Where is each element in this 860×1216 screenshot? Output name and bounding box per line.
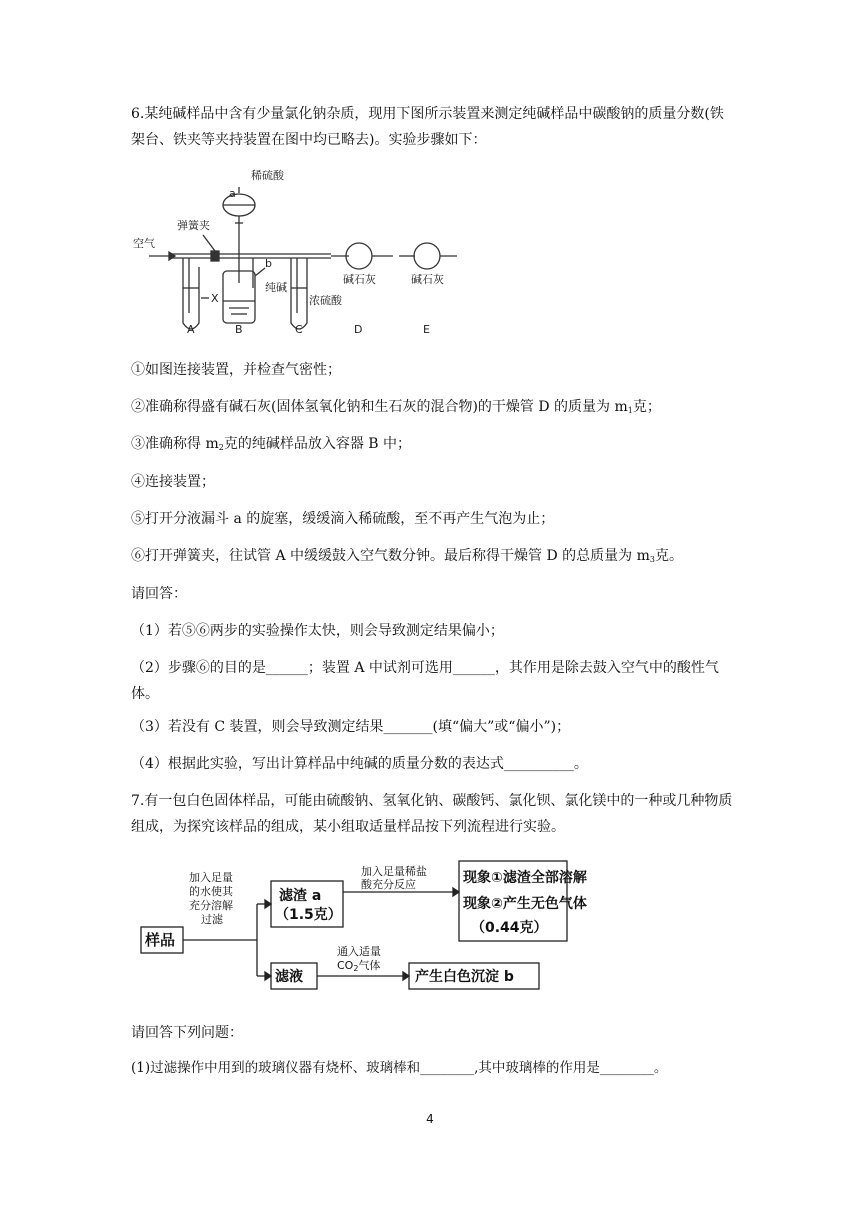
label-air: 空气 <box>133 237 155 250</box>
label-lime-e: 碱石灰 <box>411 273 444 286</box>
flow-acid-line2: 酸充分反应 <box>361 878 416 891</box>
label-letter-c: C <box>295 323 303 336</box>
flow-co2-line1: 通入适量 <box>337 945 381 958</box>
label-letter-b: B <box>235 323 243 336</box>
label-lime-d: 碱石灰 <box>343 273 376 286</box>
label-letter-e: E <box>423 323 430 336</box>
label-sample: 纯碱 <box>265 281 287 294</box>
q6-ask: 请回答： <box>131 586 187 602</box>
q6-sub2: （2）步骤⑥的目的是______；装置 A 中试剂可选用______，其作用是除去鼓入空气中的酸性气体。 <box>131 660 719 702</box>
step-5: ⑤打开分液漏斗 a 的旋塞，缓缓滴入稀硫酸，至不再产生气泡为止； <box>131 511 555 527</box>
label-b: b <box>265 257 272 270</box>
flow-step1-line1: 加入足量 <box>189 871 233 884</box>
flow-precipitate: 产生白色沉淀 b <box>415 969 514 985</box>
flow-step1-line3: 充分溶解 <box>189 899 233 912</box>
flow-filtrate: 滤液 <box>275 969 303 985</box>
step-1: ①如图连接装置，并检查气密性； <box>131 362 341 378</box>
q7-ask: 请回答下列问题： <box>131 1025 243 1041</box>
step-3: ③准确称得 $m_2$克的纯碱样品放入容器 B 中； <box>131 436 412 452</box>
step-2: ②准确称得盛有碱石灰(固体氢氧化钠和生石灰的混合物)的干燥管 D 的质量为 $m_1$克； <box>131 399 661 415</box>
label-x: X <box>211 292 219 305</box>
flow-residue-line2: （1.5克） <box>275 907 342 923</box>
label-conc-acid: 浓硫酸 <box>309 294 342 307</box>
flow-step1-line2: 的水使其 <box>189 885 233 898</box>
flow-result1: 现象①滤渣全部溶解 <box>463 870 587 886</box>
q6-intro: 6.某纯碱样品中含有少量氯化钠杂质，现用下图所示装置来测定纯碱样品中碳酸钠的质量分数(铁架台、铁夹等夹持装置在图中均已略去)。实验步骤如下： <box>131 106 724 148</box>
flow-acid-line1: 加入足量稀盐 <box>361 865 427 878</box>
q6-sub4: （4）根据此实验，写出计算样品中纯碱的质量分数的表达式__________。 <box>131 756 588 772</box>
flow-sample: 样品 <box>145 931 176 949</box>
q6-sub1: （1）若⑤⑥两步的实验操作太快，则会导致测定结果偏小； <box>131 623 504 639</box>
flow-residue-line1: 滤渣 a <box>279 888 322 904</box>
flow-co2-line2: CO2气体 <box>337 959 381 973</box>
step-4: ④连接装置； <box>131 474 215 490</box>
flow-result3: （0.44克） <box>471 920 548 936</box>
page-number: 4 <box>426 1112 434 1126</box>
q7-intro: 7.有一包白色固体样品，可能由硫酸钠、氢氧化钠、碳酸钙、氯化钡、氯化镁中的一种或几种物质组成，为探究该样品的组成，某小组取适量样品按下列流程进行实验。 <box>131 793 733 835</box>
flow-result2: 现象②产生无色气体 <box>463 896 587 912</box>
q7-sub1: (1)过滤操作中用到的玻璃仪器有烧杯、玻璃棒和________,其中玻璃棒的作用是________。 <box>131 1060 668 1076</box>
label-funnel-acid: 稀硫酸 <box>251 169 284 182</box>
apparatus-figure <box>131 163 461 341</box>
step-6: ⑥打开弹簧夹，往试管 A 中缓缓鼓入空气数分钟。最后称得干燥管 D 的总质量为 $m_3$克。 <box>131 548 683 564</box>
label-letter-a: A <box>187 323 195 336</box>
q6-sub3: （3）若没有 C 装置，则会导致测定结果_______(填“偏大”或“偏小”)； <box>131 719 571 735</box>
label-a: a <box>229 187 236 200</box>
label-clamp: 弹簧夹 <box>177 219 210 232</box>
flow-step1-line4: 过滤 <box>201 913 223 926</box>
flowchart-figure <box>131 855 587 995</box>
label-letter-d: D <box>354 323 363 336</box>
